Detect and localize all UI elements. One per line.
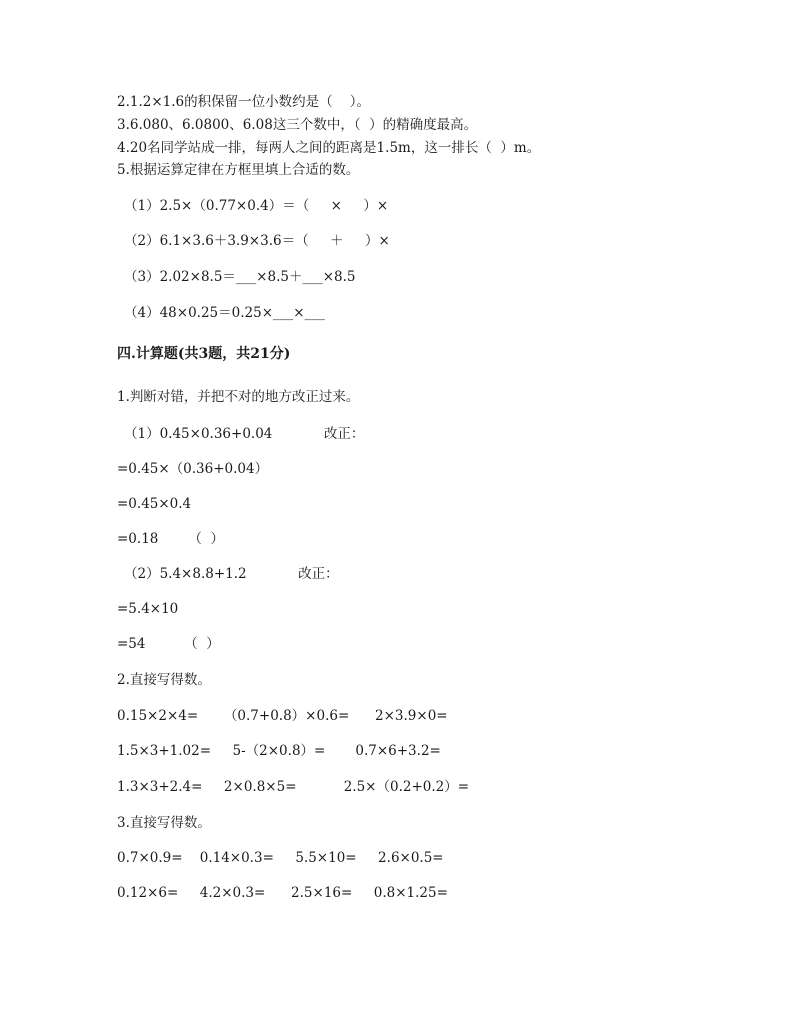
calc-1-part-1-step-3: =0.18 （ ） bbox=[117, 531, 224, 547]
calc-3-row-1: 0.7×0.9= 0.14×0.3= 5.5×10= 2.6×0.5= bbox=[117, 850, 444, 866]
calc-question-2: 2.直接写得数。 bbox=[117, 672, 211, 688]
question-5-part-4: （4）48×0.25＝0.25×___×___ bbox=[124, 305, 325, 321]
section-heading-calculation: 四.计算题(共3题，共21分) bbox=[117, 346, 291, 362]
calc-2-row-1: 0.15×2×4= （0.7+0.8）×0.6= 2×3.9×0= bbox=[117, 708, 448, 724]
calc-1-part-1-step-2: =0.45×0.4 bbox=[117, 496, 192, 512]
question-3: 3.6.080、6.0800、6.08这三个数中，（ ）的精确度最高。 bbox=[117, 117, 478, 133]
calc-1-part-1-step-1: =0.45×（0.36+0.04） bbox=[117, 461, 269, 477]
calc-2-row-2: 1.5×3+1.02= 5-（2×0.8）= 0.7×6+3.2= bbox=[117, 743, 441, 759]
calc-1-part-1: （1）0.45×0.36+0.04 改正： bbox=[124, 426, 365, 442]
question-5: 5.根据运算定律在方框里填上合适的数。 bbox=[117, 162, 360, 178]
question-5-part-1: （1）2.5×（0.77×0.4）＝（ × ）× bbox=[124, 198, 389, 214]
calc-1-part-2-step-2: =54 （ ） bbox=[117, 636, 220, 652]
calc-1-part-2: （2）5.4×8.8+1.2 改正： bbox=[124, 566, 339, 582]
question-5-part-2: （2）6.1×3.6＋3.9×3.6＝（ ＋ ）× bbox=[124, 233, 390, 249]
question-2: 2.1.2×1.6的积保留一位小数约是（ ）。 bbox=[117, 94, 371, 110]
question-4: 4.20名同学站成一排，每两人之间的距离是1.5m，这一排长（ ）m。 bbox=[117, 140, 541, 156]
calc-3-row-2: 0.12×6= 4.2×0.3= 2.5×16= 0.8×1.25= bbox=[117, 885, 448, 901]
calc-question-3: 3.直接写得数。 bbox=[117, 815, 211, 831]
calc-2-row-3: 1.3×3+2.4= 2×0.8×5= 2.5×（0.2+0.2）= bbox=[117, 779, 470, 795]
calc-question-1: 1.判断对错，并把不对的地方改正过来。 bbox=[117, 389, 360, 405]
calc-1-part-2-step-1: =5.4×10 bbox=[117, 601, 179, 617]
question-5-part-3: （3）2.02×8.5＝___×8.5＋___×8.5 bbox=[124, 269, 356, 285]
